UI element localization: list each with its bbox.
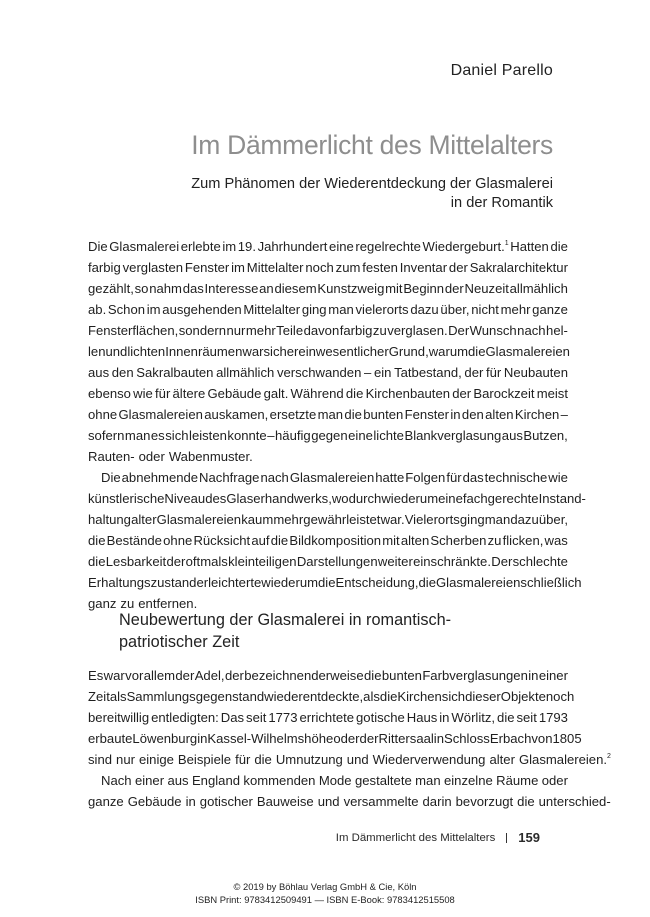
text-line: Die Glasmalerei erlebte im 19. Jahrhundert eine regelrechte Wiedergeburt.$^1$ Hatten die xyxy=(88,239,568,254)
section-heading-line: Neubewertung der Glasmalerei in romantisch- xyxy=(119,611,452,629)
text-line: farbig verglasten Fenster im Mittelalter noch zum festen Inventar der Sakralarchitektur xyxy=(88,260,568,275)
text-line: len und lichten Innenräumen war sicher ein wesentlicher Grund, warum die Glasmalereien xyxy=(88,344,570,359)
subtitle-line: in der Romantik xyxy=(450,195,553,211)
text-line: ebenso wie für ältere Gebäude galt. Während die Kirchenbauten der Barockzeit meist xyxy=(88,386,568,401)
text-line: ohne Glasmalereien auskamen, ersetzte man die bunten Fenster in den alten Kirchen – xyxy=(88,407,568,422)
running-title: Im Dämmerlicht des Mittelalters xyxy=(335,831,496,844)
text-line: künstlerische Niveau des Glaserhandwerks, wodurch wiederum eine fachgerechte Instand- xyxy=(88,491,586,506)
text-line: die Lesbarkeit der oftmals kleinteiligen Darstellungen weiter einschränkte. Der schlechte xyxy=(88,554,568,569)
text-line: sind nur einige Beispiele für die Umnutzung und Wiederverwendung alter Glasmalereien.$^2$ xyxy=(88,752,611,767)
section-heading xyxy=(119,609,559,653)
text-line: sofern man es sich leisten konnte – häufig gegen eine lichte Blankverglasung aus Butzen, xyxy=(88,428,568,443)
text-line: gezählt, so nahm das Interesse an diesem Kunstzweig mit Beginn der Neuzeit allmählich xyxy=(88,281,568,296)
intro-text xyxy=(88,236,586,614)
copyright-notice xyxy=(0,880,650,906)
text-line: die Bestände ohne Rücksicht auf die Bildkomposition mit alten Scherben zu flicken, was xyxy=(88,533,568,548)
article-title: Im Dämmerlicht des Mittelalters xyxy=(191,130,553,160)
footer-separator xyxy=(506,833,507,843)
section-text xyxy=(88,665,611,812)
subtitle-line: Zum Phänomen der Wiederentdeckung der Glasmalerei xyxy=(191,176,553,192)
text-line: Es war vor allem der Adel, der bezeichnenderweise die bunten Farbverglasungen in einer xyxy=(88,668,568,683)
author-name: Daniel Parello xyxy=(450,62,553,79)
text-line: Erhaltungszustand erleichterte wiederum die Entscheidung, die Glasmalereien schließlich xyxy=(88,575,582,590)
paragraph xyxy=(88,665,611,770)
text-line: Fensterflächen, sondern nur mehr Teile davon farbig zu verglasen. Der Wunsch nach hel- xyxy=(88,323,568,338)
text-line: Zeit als Sammlungsgegenstand wiederentdeckte, als die Kirchen sich dieser Objekte noch xyxy=(88,689,575,704)
text-line: ab. Schon im ausgehenden Mittelalter ging man vielerorts dazu über, nicht mehr ganze xyxy=(88,302,568,317)
paragraph xyxy=(88,236,568,467)
text-line: ganz zu entfernen. xyxy=(88,596,198,611)
text-line: erbaute Löwenburg in Kassel-Wilhelmshöhe oder der Rittersaal in Schloss Erbach von 1805 xyxy=(88,731,582,746)
running-footer xyxy=(336,830,540,845)
copyright-line: © 2019 by Böhlau Verlag GmbH & Cie, Köln xyxy=(233,881,417,892)
isbn-line: ISBN Print: 9783412509491 — ISBN E-Book: 9783412515508 xyxy=(195,894,455,905)
text-line: Die abnehmende Nachfrage nach Glasmalereien hatte Folgen für das technische wie xyxy=(101,470,568,485)
text-line: aus den Sakralbauten allmählich verschwanden – ein Tatbestand, der für Neubauten xyxy=(88,365,568,380)
text-line: haltung alter Glasmalereien kaum mehr gewährleistet war. Vielerorts ging man dazu über, xyxy=(88,512,568,527)
text-line: ganze Gebäude in gotischer Bauweise und versammelte darin bevorzugt die unterschied- xyxy=(88,794,611,809)
paragraph xyxy=(88,770,611,812)
article-subtitle xyxy=(73,175,553,213)
page-number: 159 xyxy=(518,830,540,845)
paragraph xyxy=(88,467,586,614)
text-line: bereitwillig entledigten: Das seit 1773 errichtete gotische Haus in Wörlitz, die seit 1793 xyxy=(88,710,568,725)
text-line: Nach einer aus England kommenden Mode gestaltete man einzelne Räume oder xyxy=(101,773,568,788)
section-heading-line: patriotischer Zeit xyxy=(119,633,240,651)
text-line: Rauten- oder Wabenmuster. xyxy=(88,449,253,464)
